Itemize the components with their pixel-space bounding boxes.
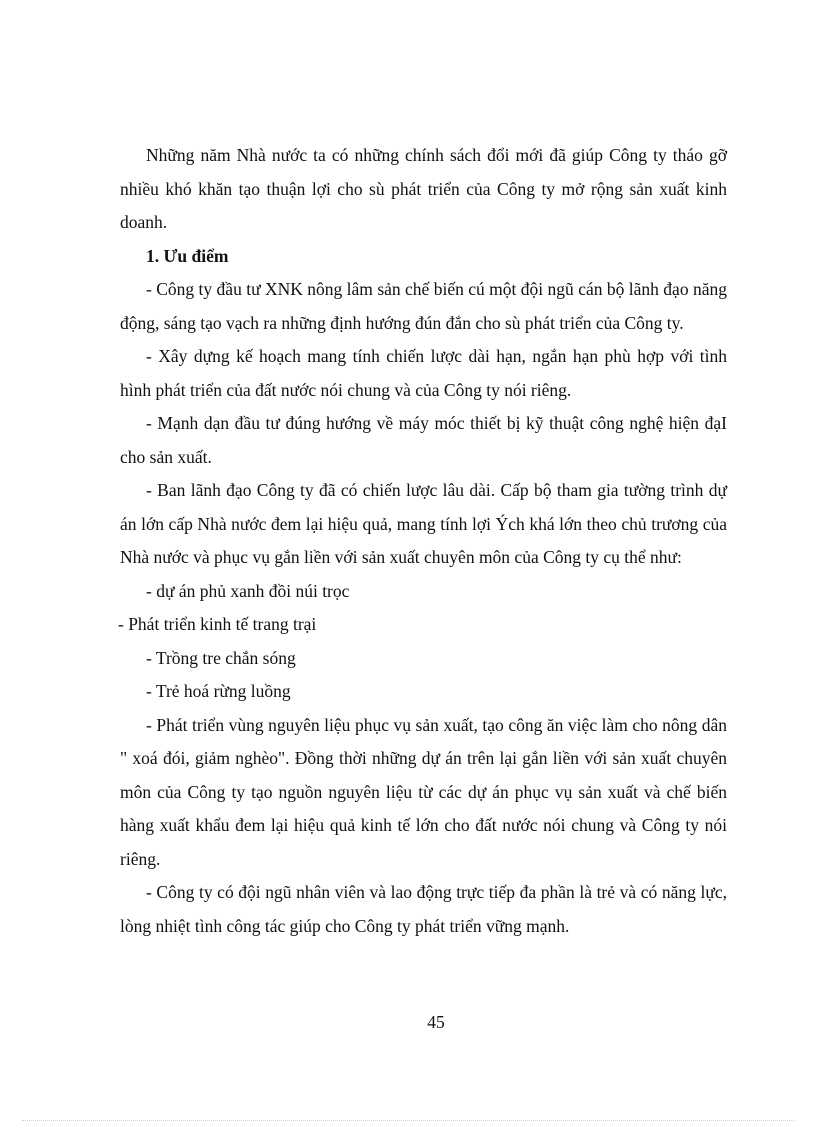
page-bottom-divider xyxy=(22,1120,794,1121)
intro-paragraph: Những năm Nhà nước ta có những chính sách đổi mới đã giúp Công ty tháo gỡ nhiều khó khăn tạo thuận lợi cho sù phát triển của Công ty mở rộng sản xuất kinh doanh. xyxy=(120,145,727,232)
section-heading: 1. Ưu điểm xyxy=(146,245,229,266)
page-number: 45 xyxy=(427,1012,445,1032)
list-item: - Công ty đầu tư XNK nông lâm sản chế biến cú một đội ngũ cán bộ lãnh đạo năng động, sáng tạo vạch ra những định hướng đún đắn cho sù phát triển của Công ty. xyxy=(120,279,727,333)
list-item: - dự án phủ xanh đồi núi trọc xyxy=(146,580,350,601)
list-item: - Công ty có đội ngũ nhân viên và lao động trực tiếp đa phần là trẻ và có năng lực, lòng nhiệt tình công tác giúp cho Công ty phát triển vững mạnh. xyxy=(120,882,727,936)
list-item: - Ban lãnh đạo Công ty đã có chiến lược lâu dài. Cấp bộ tham gia tường trình dự án lớn cấp Nhà nước đem lại hiệu quả, mang tính lợi Ých khá lớn theo chủ trương của Nhà nước và phục vụ gắn liền với sản xuất chuyên môn của Công ty cụ thể như: xyxy=(120,480,727,567)
list-item: - Xây dựng kế hoạch mang tính chiến lược dài hạn, ngắn hạn phù hợp với tình hình phát triển của đất nước nói chung và của Công ty nói riêng. xyxy=(120,346,727,400)
list-item: - Mạnh dạn đầu tư đúng hướng về máy móc thiết bị kỹ thuật công nghệ hiện đạI cho sản xuất. xyxy=(120,413,727,467)
list-item: - Phát triển vùng nguyên liệu phục vụ sản xuất, tạo công ăn việc làm cho nông dân " xoá đói, giảm nghèo". Đồng thời những dự án trên lại gắn liền với sản xuất chuyên môn của Công ty tạo nguồn nguyên liệu từ các dự án phục vụ sản xuất và chế biến hàng xuất khẩu đem lại hiệu quả kinh tế lớn cho đất nước nói chung và Công ty nói riêng. xyxy=(120,714,727,869)
list-item: - Trồng tre chắn sóng xyxy=(146,647,296,668)
list-item: - Phát triển kinh tế trang trại xyxy=(118,614,317,634)
list-item: - Trẻ hoá rừng luồng xyxy=(146,681,291,701)
body-text xyxy=(120,139,727,943)
